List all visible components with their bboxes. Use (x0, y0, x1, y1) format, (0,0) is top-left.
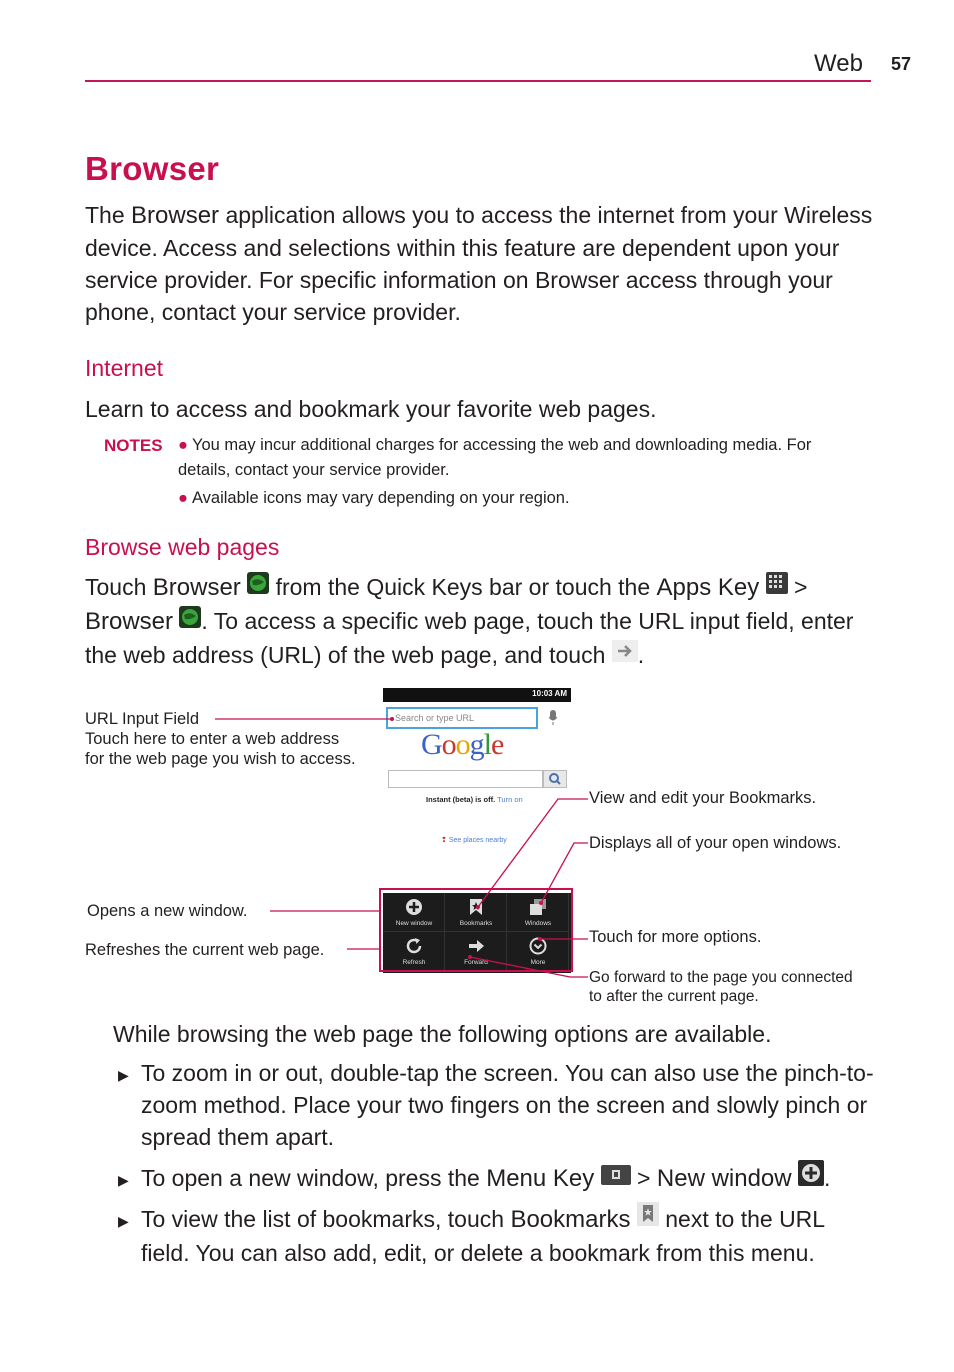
triangle-bullet-icon: ▶ (118, 1172, 129, 1188)
triangle-bullet-icon: ▶ (118, 1067, 129, 1083)
menu-label: New window (395, 920, 433, 927)
callout-windows: Displays all of your open windows. (589, 834, 842, 852)
status-time: 10:03 AM (532, 689, 567, 698)
page-number: 57 (891, 54, 912, 74)
browse-keyword-browser: Browser (152, 574, 241, 601)
browse-text-5: . (637, 641, 645, 668)
triangle-bullet-icon: ▶ (118, 1213, 129, 1229)
callout-more: Touch for more options. (589, 928, 762, 946)
browse-text-1: Touch (85, 574, 153, 600)
list-item (118, 1057, 878, 1153)
browse-heading: Browse web pages (85, 534, 280, 560)
note-text: You may incur additional charges for accessing the web and downloading media. For details, contact your service provider. (178, 436, 812, 479)
callout-bookmarks: View and edit your Bookmarks. (589, 789, 817, 807)
new-window-plus-icon (798, 1160, 824, 1194)
page-title: Browser (85, 150, 220, 187)
section-title: Web (814, 50, 863, 77)
url-placeholder: Search or type URL (395, 713, 475, 723)
menu-label: Bookmarks (459, 920, 493, 927)
menu-label: More (530, 959, 546, 966)
browse-keyword-browser-2: Browser (85, 607, 174, 635)
browse-text-2: from the Quick Keys bar or touch the (269, 574, 657, 600)
callout-url-desc-1: Touch here to enter a web address (85, 730, 340, 748)
intro-text-a: The (85, 202, 132, 228)
menu-label: Refresh (402, 959, 426, 966)
intro-keyword-browser: Browser (131, 202, 220, 229)
keyword-new-window: New window (656, 1165, 792, 1192)
list-item-text: To view the list of bookmarks, touch Bookmarks next to the URL field. You can also add, edit, or delete a bookmark from this menu. (141, 1203, 878, 1269)
keyword-bookmarks: Bookmarks (510, 1206, 631, 1233)
menu-label: Forward (464, 959, 488, 966)
browse-keyword-apps: Apps Key (656, 574, 760, 601)
location-pin-icon: ❢ (441, 837, 447, 844)
list-item (118, 1203, 878, 1269)
internet-text: Learn to access and bookmark your favorite web pages. (85, 396, 657, 422)
places-nearby-link[interactable]: ❢ See places nearby (441, 837, 507, 844)
browse-text-4: . To access a specific web page, touch the URL input field, enter the web address (URL) of the web page, and touch (85, 607, 854, 668)
keyword-menu-key: Menu Key (486, 1165, 595, 1192)
menu-label: Windows (524, 920, 552, 927)
intro-text-b: application allows you to access the internet from your Wireless device. Access and selections within this feature are dependent upon your service provider. For specific information on Browser access through your phone, contact your service provider. (85, 202, 873, 325)
bullet-dot-icon: ● (178, 436, 188, 454)
list-item-text: To zoom in or out, double-tap the screen. You can also use the pinch-to-zoom method. Place your two fingers on the screen and slowly pinch or spread them apart. (141, 1060, 874, 1150)
google-logo: Google (421, 728, 504, 761)
callout-url-desc-2: for the web page you wish to access. (85, 750, 356, 768)
callout-url-title: URL Input Field (85, 710, 200, 728)
callout-new-window: Opens a new window. (87, 902, 248, 920)
list-item (118, 1162, 878, 1197)
options-intro: While browsing the web page the following options are available. (113, 1021, 772, 1047)
browse-text-3: > (787, 574, 808, 600)
bookmark-icon (637, 1202, 659, 1234)
internet-heading: Internet (85, 355, 163, 381)
notes-label: NOTES (104, 436, 163, 455)
callout-forward-2: to after the current page. (589, 988, 759, 1005)
note-text: Available icons may vary depending on your region. (191, 489, 570, 507)
list-item-text: To open a new window, press the Menu Key > New window . (141, 1162, 878, 1197)
instant-status: Instant (beta) is off. Turn on (426, 795, 523, 804)
menu-key-icon (601, 1161, 631, 1193)
callout-forward-1: Go forward to the page you connected (589, 969, 853, 986)
instant-link[interactable]: Turn on (497, 795, 523, 804)
bullet-dot-icon: ● (178, 489, 188, 507)
callout-refresh: Refreshes the current web page. (85, 941, 325, 959)
